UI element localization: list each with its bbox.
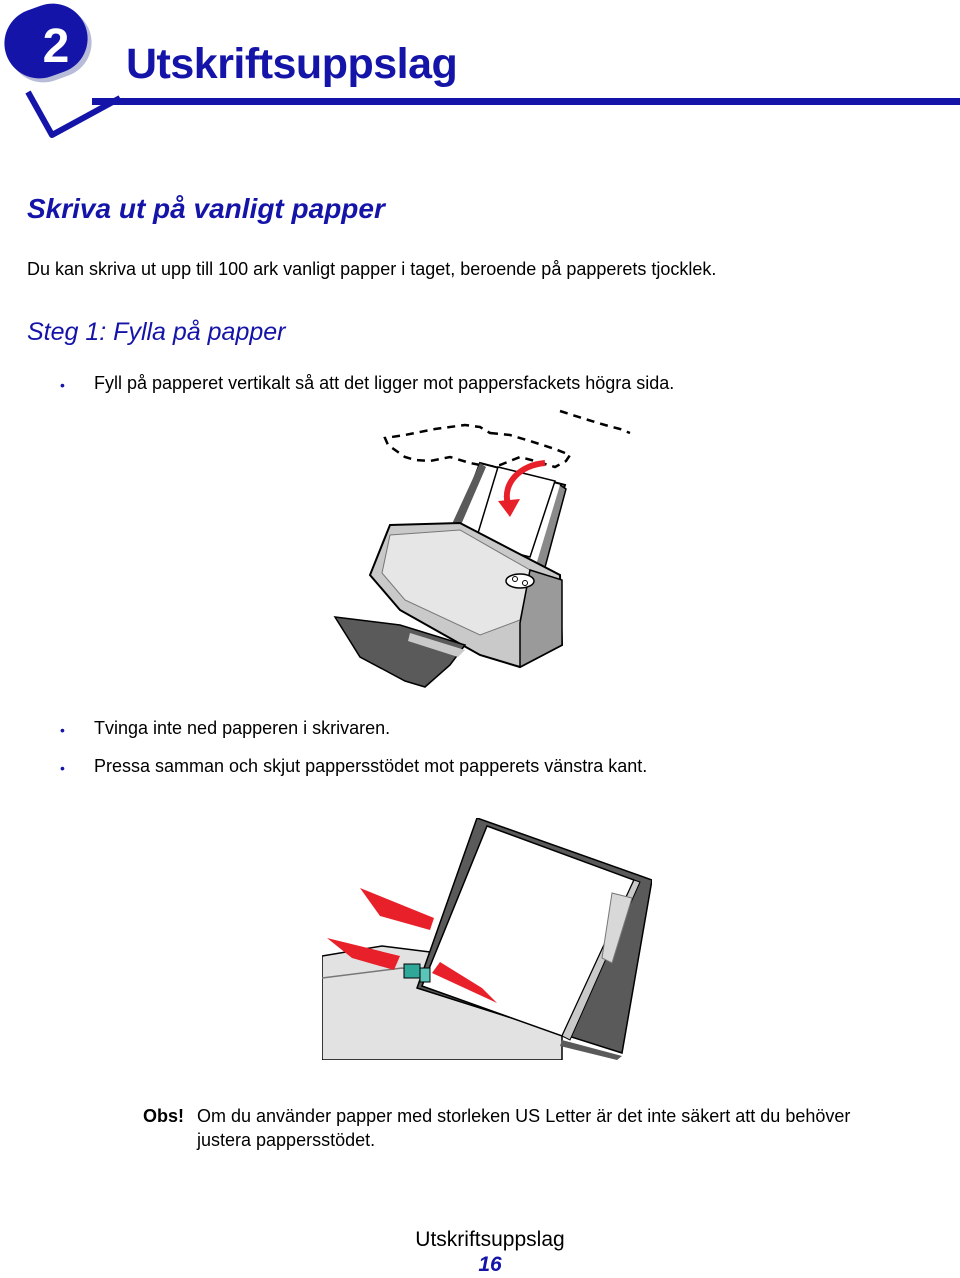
step-heading: Steg 1: Fylla på papper	[27, 318, 286, 346]
note-line-1: Om du använder papper med storleken US Letter är det inte säkert att du behöver	[197, 1106, 851, 1126]
bullet-text: Fyll på papperet vertikalt så att det ligger mot pappersfackets högra sida.	[94, 373, 675, 393]
bullet-icon: •	[60, 760, 65, 776]
printer-illustration	[330, 405, 650, 690]
note-label: Obs!	[143, 1106, 185, 1126]
page-number: 16	[478, 1253, 502, 1276]
section-intro: Du kan skriva ut upp till 100 ark vanligt papper i taget, beroende på papperets tjocklek.	[27, 259, 717, 279]
bullet-icon: •	[60, 722, 65, 738]
chapter-title: Utskriftsuppslag	[126, 40, 458, 88]
bullet-text: Tvinga inte ned papperen i skrivaren.	[94, 718, 391, 738]
note-line-2: justera pappersstödet.	[197, 1130, 376, 1150]
bullet-text: Pressa samman och skjut pappersstödet mot papperets vänstra kant.	[94, 756, 648, 776]
section-heading: Skriva ut på vanligt papper	[27, 193, 385, 224]
bullet-icon: •	[60, 377, 65, 393]
paper-guide-illustration	[322, 818, 652, 1060]
footer-title: Utskriftsuppslag	[415, 1228, 565, 1251]
chapter-number: 2	[42, 20, 70, 73]
